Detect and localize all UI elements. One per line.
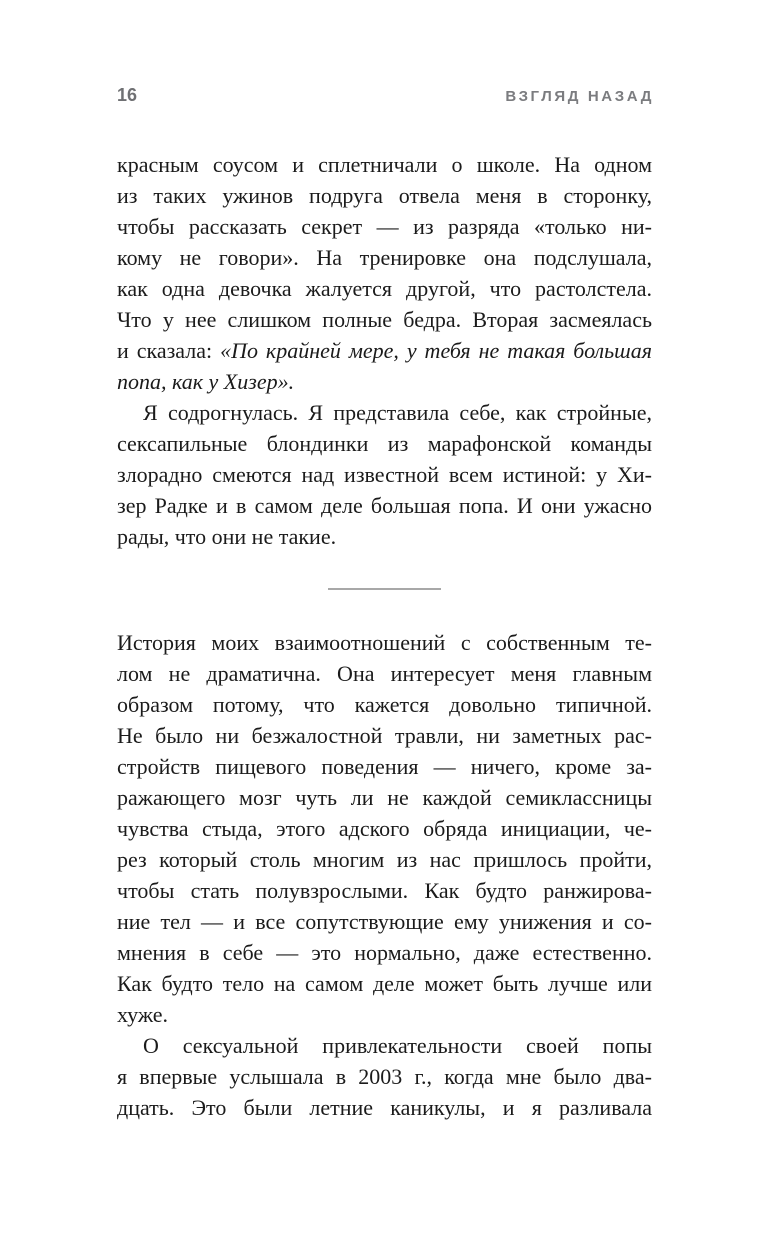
- text-segment: образом потому, что кажется довольно типичной.: [117, 692, 652, 717]
- text-line: [117, 751, 652, 782]
- text-segment: стройств пищевого поведения — ничего, кроме за-: [117, 754, 652, 779]
- text-segment: сексапильные блондинки из марафонской команды: [117, 431, 652, 456]
- text-line: [117, 366, 652, 397]
- text-line: [117, 999, 652, 1030]
- text-line: [117, 813, 652, 844]
- text-line: [117, 211, 652, 242]
- text-line: [117, 906, 652, 937]
- text-segment: красным соусом и сплетничали о школе. На одном: [117, 152, 652, 177]
- text-line: [117, 968, 652, 999]
- text-line: [117, 844, 652, 875]
- text-segment: зер Радке и в самом деле большая попа. И они ужасно: [117, 493, 652, 518]
- paragraph: [117, 397, 652, 552]
- text-line: [117, 180, 652, 211]
- italic-text-segment: попа, как у Хизер».: [117, 369, 295, 394]
- text-segment: чтобы рассказать секрет — из разряда «только ни-: [117, 214, 652, 239]
- text-segment: из таких ужинов подруга отвела меня в сторонку,: [117, 183, 652, 208]
- paragraph: [117, 1030, 652, 1123]
- text-line: [117, 689, 652, 720]
- text-line: [117, 782, 652, 813]
- text-segment: я впервые услышала в 2003 г., когда мне было два-: [117, 1064, 652, 1089]
- text-segment: рады, что они не такие.: [117, 524, 337, 549]
- text-segment: чувства стыда, этого адского обряда инициации, че-: [117, 816, 652, 841]
- text-segment: Не было ни безжалостной травли, ни заметных рас-: [117, 723, 652, 748]
- text-line: [117, 521, 652, 552]
- text-line: [117, 937, 652, 968]
- text-segment: чтобы стать полувзрослыми. Как будто ранжирова-: [117, 878, 652, 903]
- text-segment: и сказала:: [117, 338, 221, 363]
- text-line: [117, 490, 652, 521]
- text-line: [117, 627, 652, 658]
- text-line: [117, 397, 652, 428]
- text-segment: О сексуальной привлекательности своей попы: [143, 1033, 652, 1058]
- text-segment: кому не говори». На тренировке она подслушала,: [117, 245, 652, 270]
- paragraph: [117, 627, 652, 1030]
- italic-text-segment: «По крайней мере, у тебя не такая большая: [220, 338, 652, 363]
- text-line: [117, 304, 652, 335]
- divider-line: [328, 588, 441, 590]
- text-segment: мнения в себе — это нормально, даже естественно.: [117, 940, 652, 965]
- text-segment: Я содрогнулась. Я представила себе, как стройные,: [143, 400, 652, 425]
- text-segment: рез который столь многим из нас пришлось пройти,: [117, 847, 652, 872]
- text-line: [117, 273, 652, 304]
- page-text: [117, 149, 652, 1123]
- page-header: [117, 85, 654, 106]
- text-segment: злорадно смеются над известной всем истиной: у Хи-: [117, 462, 652, 487]
- running-title: ВЗГЛЯД НАЗАД: [505, 88, 654, 105]
- paragraph: [117, 149, 652, 397]
- text-line: [117, 1030, 652, 1061]
- text-line: [117, 1061, 652, 1092]
- text-segment: История моих взаимоотношений с собственным те-: [117, 630, 652, 655]
- text-line: [117, 658, 652, 689]
- section-divider: [117, 588, 652, 590]
- text-segment: лом не драматична. Она интересует меня главным: [117, 661, 652, 686]
- text-line: [117, 242, 652, 273]
- text-line: [117, 1092, 652, 1123]
- text-segment: дцать. Это были летние каникулы, и я разливала: [117, 1095, 652, 1120]
- text-segment: Что у нее слишком полные бедра. Вторая засмеялась: [117, 307, 652, 332]
- page-number: 16: [117, 85, 138, 105]
- text-line: [117, 335, 652, 366]
- text-segment: ражающего мозг чуть ли не каждой семиклассницы: [117, 785, 652, 810]
- text-segment: Как будто тело на самом деле может быть лучше или: [117, 971, 652, 996]
- text-line: [117, 459, 652, 490]
- text-segment: хуже.: [117, 1002, 169, 1027]
- text-line: [117, 149, 652, 180]
- text-segment: ние тел — и все сопутствующие ему унижения и со-: [117, 909, 652, 934]
- text-line: [117, 428, 652, 459]
- text-segment: как одна девочка жалуется другой, что растолстела.: [117, 276, 652, 301]
- text-line: [117, 720, 652, 751]
- text-line: [117, 875, 652, 906]
